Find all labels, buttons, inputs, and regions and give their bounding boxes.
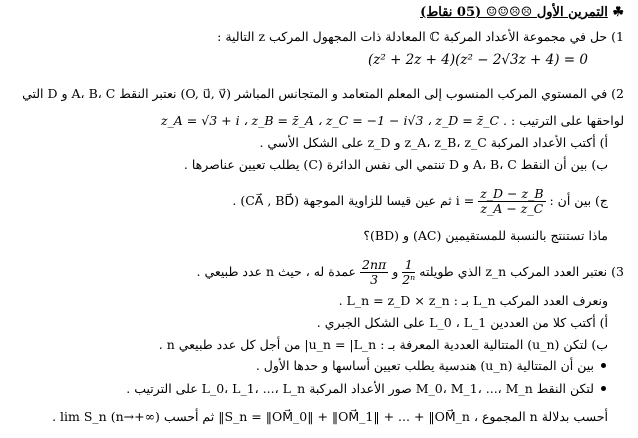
q2-part-c-prefix: ج) بين أن : xyxy=(549,193,608,208)
bullet-icon xyxy=(601,386,606,391)
leaf-icon: ☘ xyxy=(612,5,624,20)
q2-part-a: أ) أكتب الأعداد المركبة z_A، z_B، z_C و z_D على الشكل الأسي . xyxy=(259,135,608,150)
q3-fraction-argument-den: 3 xyxy=(370,272,379,287)
q3-fraction-modulus-num: 1 xyxy=(402,258,415,273)
q3-bullet-2: لتكن النقط M_0، M_1، ...، M_n صور الأعداد المركبة L_0، L_1، ...، L_n على الترتيب . xyxy=(126,381,594,396)
q1-line xyxy=(6,29,624,44)
q2-affixes-line xyxy=(6,113,624,128)
q3-intro-b: و xyxy=(392,264,399,279)
q3-part-a: أ) أكتب كلا من العددين L_0 ، L_1 على الشكل الجبري . xyxy=(316,315,608,330)
q3-fraction-modulus-den: 2ⁿ xyxy=(402,272,416,287)
q3-fraction-modulus xyxy=(402,258,415,287)
q3-number: 3) xyxy=(611,264,624,279)
q3-intro-a: نعتبر العدد المركب z_n الذي طويلته xyxy=(419,264,608,279)
q2-fraction-denominator: z_A − z_C xyxy=(480,201,544,216)
q2-part-c xyxy=(6,187,608,216)
q2-intro-line xyxy=(6,86,624,101)
q2-affixes-label: لواحقها على الترتيب : xyxy=(511,113,624,128)
q3-final: أحسب بدلالة n المجموع ، S_n = ‖OM⃗_0‖ + ‖OM⃗_1‖ + ... + ‖OM⃗_n‖ ثم أحسب lim S_n (n→+∞) . xyxy=(52,409,608,424)
q3-fraction-argument-num: 2nπ xyxy=(362,257,387,272)
q2-fraction xyxy=(478,187,545,216)
q3-part-b: ب) لتكن (u_n) المتتالية العددية المعرفة بـ : u_n = |L_n| من أجل كل عدد طبيعي n . xyxy=(158,337,608,352)
q2-conclusion: ماذا تستنتج بالنسبة للمستقيمين (AC) و (BD)؟ xyxy=(363,228,608,243)
q3-fraction-argument xyxy=(360,258,388,287)
q2-number: 2) xyxy=(611,86,624,101)
q2-intro: في المستوي المركب المنسوب إلى المعلم المتعامد و المتجانس المباشر (O, u⃗, v⃗) نعتبر النقط A، B، C و D التي xyxy=(22,86,608,101)
bullet-icon xyxy=(601,363,606,368)
q2-part-b: ب) بين أن النقط A، B، C و D تنتمي الى نفس الدائرة (C) يطلب تعيين عناصرها . xyxy=(183,157,608,172)
q1-text: حل في مجموعة الأعداد المركبة ℂ المعادلة ذات المجهول المركب z التالية : xyxy=(217,29,608,44)
q1-number: 1) xyxy=(611,29,624,44)
exercise-title-row xyxy=(6,5,624,20)
q3-intro-c: عمدة له ، حيث n عدد طبيعي . xyxy=(196,264,357,279)
q3-define-L: ونعرف العدد المركب L_n بـ : L_n = z_D × z_n . xyxy=(338,293,608,308)
q3-bullet-1: بين أن المتتالية (u_n) هندسية يطلب تعيين أساسها و حدها الأول . xyxy=(255,358,594,373)
exercise-title: التمرين الأول ☹☹☺☺ (05 نقاط) xyxy=(420,5,608,20)
q2-part-c-suffix: = i ثم عين قيسا للزاوية الموجهة (CA⃗ , BD⃗) . xyxy=(232,193,475,208)
q2-affixes: z_A = √3 + i ، z_B = z̄_A ، z_C = −1 − i√3 ، z_D = z̄_C . xyxy=(160,113,508,128)
q3-intro-line xyxy=(6,258,624,287)
q2-fraction-numerator: z_D − z_B xyxy=(480,186,544,201)
q1-equation: (z² + 2z + 4)(z² − 2√3z + 4) = 0 xyxy=(368,52,588,68)
